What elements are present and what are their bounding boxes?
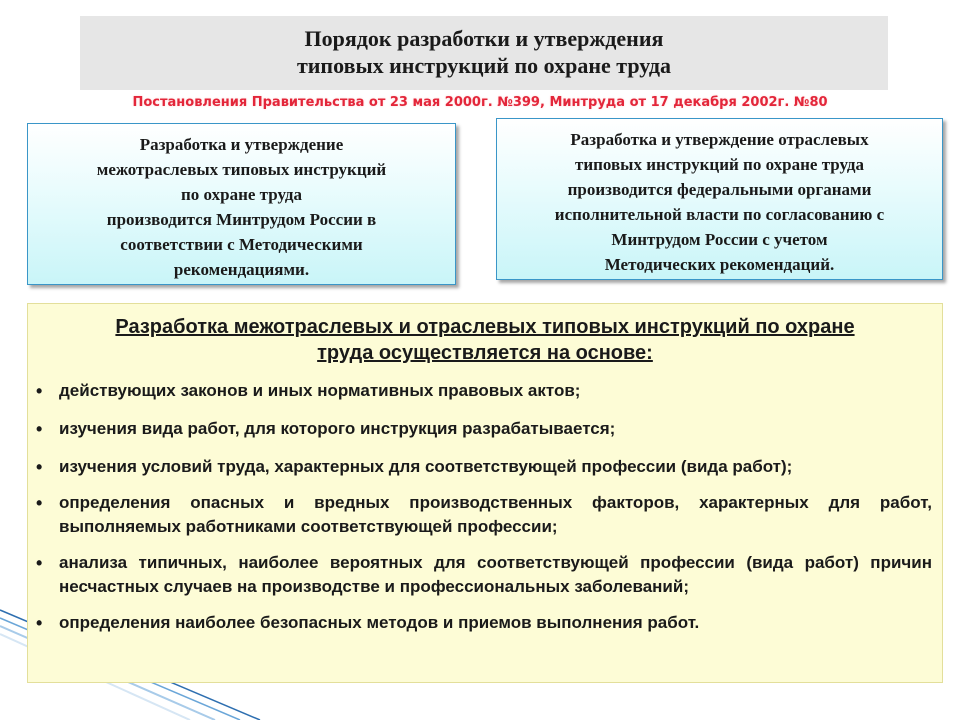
box-left-line: Разработка и утверждение [139,135,344,154]
list-item [28,455,942,479]
list-item-text: изучения вида работ, для которого инструкция разрабатывается; [59,419,616,438]
title-line-2: типовых инструкций по охране труда [296,53,672,78]
basis-list [28,379,942,635]
development-basis-panel [27,303,943,683]
list-item [28,417,942,441]
box-right-line: исполнительной власти по согласованию с [554,205,885,224]
bullet-icon: • [36,457,43,477]
box-left-line: соответствии с Методическими [120,235,363,254]
bullet-icon: • [36,381,43,401]
box-right-line: Минтрудом России с учетом [611,230,828,249]
panel-heading-line-2: труда осуществляется на основе: [317,342,653,364]
bullet-icon: • [36,419,43,439]
list-item-text: изучения условий труда, характерных для соответствующей профессии (вида работ); [59,457,793,476]
decree-subtitle: Постановления Правительства от 23 мая 2000г. №399, Минтруда от 17 декабря 2002г. №80 [132,95,828,110]
bullet-icon: • [36,613,43,633]
panel-heading [28,314,942,366]
sectoral-instructions-box [496,118,943,280]
list-item [28,491,942,539]
list-item [28,379,942,403]
intersectoral-instructions-box [27,123,456,285]
box-left-line: производится Минтрудом России в [106,210,377,229]
box-right-line: Разработка и утверждение отраслевых [570,130,869,149]
bullet-icon: • [36,493,43,513]
box-left-line: рекомендациями. [173,260,310,279]
slide-title [80,16,888,90]
list-item [28,551,942,599]
list-item-text: определения опасных и вредных производственных факторов, характерных для работ, выполняемых работниками соответствующей профессии; [59,493,932,536]
title-line-1: Порядок разработки и утверждения [304,26,664,51]
panel-heading-line-1: Разработка межотраслевых и отраслевых типовых инструкций по охране [115,316,855,338]
list-item-text: анализа типичных, наиболее вероятных для соответствующей профессии (вида работ) причин несчастных случаев на производстве и профессиональных заболеваний; [59,553,932,596]
list-item-text: определения наиболее безопасных методов и приемов выполнения работ. [59,613,700,632]
box-right-line: типовых инструкций по охране труда [574,155,865,174]
box-right-line: производится федеральными органами [567,180,872,199]
bullet-icon: • [36,553,43,573]
list-item-text: действующих законов и иных нормативных правовых актов; [59,381,581,400]
list-item [28,611,942,635]
box-right-line: Методических рекомендаций. [604,255,835,274]
box-left-line: по охране труда [181,185,302,204]
box-left-line: межотраслевых типовых инструкций [96,160,387,179]
